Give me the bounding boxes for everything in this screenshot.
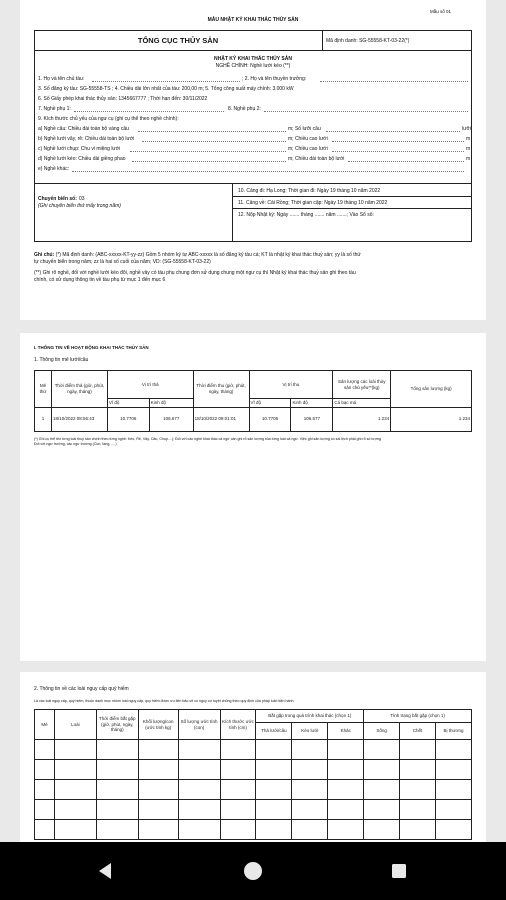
gear-dimensions: 9. Kích thước chủ yếu của ngư cụ (ghi cụ thể theo nghề chính): xyxy=(38,116,179,122)
trip-label: Chuyến biển số: xyxy=(38,196,77,202)
captain-field: ; 2. Họ và tên thuyền trưởng: xyxy=(242,76,307,82)
vessel-info: 3. Số đăng ký tàu: SG-55558-TS ; 4. Chiều dài lớn nhất của tàu: 200,00 m; 5. Tổng công suất máy chính: 3.000 kW xyxy=(38,86,294,92)
back-icon xyxy=(96,861,116,881)
notes-block: Ghi chú: (*) Mã định danh: (ABC-xxxxx-KT-yy-zz) Gồm 5 nhóm ký tự ABC-xxxxx là số đăng ký tàu cá; KT là nhật ký khai thác thuỷ sản; yy là số thứ xyxy=(34,252,361,258)
owner-field: 1. Họ và tên chủ tàu: xyxy=(38,76,85,82)
col-haul-pos: Vị trí thu xyxy=(249,371,333,399)
col-total: Tổng sản lượng (kg) xyxy=(391,371,472,408)
home-button[interactable] xyxy=(223,842,283,900)
table-row xyxy=(35,780,472,800)
form-number: Mẫu số 01 xyxy=(430,9,452,14)
col-drop-pos: Vị trí thả xyxy=(107,371,193,399)
recents-icon xyxy=(389,861,409,881)
col-haul-no: Mẻ thứ xyxy=(35,371,52,408)
home-icon xyxy=(242,860,264,882)
section-title: I. THÔNG TIN VỀ HOẠT ĐỘNG KHAI THÁC THỦY SẢN xyxy=(34,345,149,350)
col-haul-time: Thời điểm thu (giờ, phút, ngày, tháng) xyxy=(193,371,249,408)
subsection-title: 2. Thông tin về các loài nguy cấp quý hiếm xyxy=(34,686,129,692)
intro-text: Là các loài nguy cấp, quý hiếm, thuộc danh mục nhóm loài nguy cấp, quý hiếm được ưu tiên bảo vệ có nguy cơ tuyệt chủng theo quy định của pháp luật hiện hành xyxy=(34,699,294,703)
table-row xyxy=(35,740,472,760)
aux-gear-2: 8. Nghề phụ 2: xyxy=(228,106,261,112)
navigation-bar xyxy=(0,842,506,900)
col-drop-time: Thời điểm thả (giờ, phút, ngày, tháng) xyxy=(51,371,107,408)
gear-e: e) Nghề khác: xyxy=(38,166,70,172)
col-main-catch: Sản lượng các loài thủy sản chủ yếu**(kg) xyxy=(333,371,391,399)
document-page-3 xyxy=(20,672,486,842)
table-row xyxy=(35,760,472,780)
table-row xyxy=(35,800,472,820)
document-title: MẪU NHẬT KÝ KHAI THÁC THỦY SẢN xyxy=(207,17,299,23)
trip-note: (Ghi chuyến biển thứ mấy trong năm) xyxy=(38,203,121,209)
submission-date: 12. Nộp Nhật ký: Ngày ....... tháng ....... năm .......; Vào Sổ số: xyxy=(238,212,374,218)
license-info: 6. Số Giấy phép khai thác thủy sản: 1345667777 ; Thời hạn đến: 30/11/2022 xyxy=(38,96,208,102)
aux-gear-1: 7. Nghề phụ 1: xyxy=(38,106,71,112)
table-row xyxy=(35,820,472,840)
species-header: Cá bạc má xyxy=(333,399,391,408)
document-page-2: I. THÔNG TIN VỀ HOẠT ĐỘNG KHAI THÁC THỦY SẢN 1. Thông tin mẻ lưới/câu Mẻ thứ Thời điểm thả (giờ, phút, ngày, tháng) Vị trí thả Thời điểm thu (giờ, phút, ngày, tháng) Vị trí thu Sản lượng các loài thủy sản chủ yếu**(kg) Tổng sản lượng (kg) Vĩ độ Kinh độ Vĩ độ Kinh độ Cá bạc má 1 18/10/2022 08:56:43 10.7706 106.677 18/10/2022 09:01:01 10.7706 106.677 1.234 1.234 (*) Ghi cụ thể tên từng loài thuỷ sản chính theo từng nghề: Kéo, Rê, Vây, Câu, Chụp....); Đối với các nghề khai thác cá ngừ cần ghi rõ sản lượng của từng loài cá ngừ. Việc ghi sản lượng có sai lệch phải ghi rõ số lượng Đối với ngư trường, các ngư trường (Cồn, tầng, ....) xyxy=(20,333,486,661)
arrival-port: 11. Cảng về: Cái Rồng; Thời gian cập: Ngày 19 tháng 10 năm 2022 xyxy=(238,200,388,206)
gear-c: c) Nghề lưới chụp: Chu vi miệng lưới xyxy=(38,146,121,152)
table-footnote: (*) Ghi cụ thể tên từng loài thuỷ sản chính theo từng nghề: Kéo, Rê, Vây, Câu, Chụp....); Đối với các nghề khai thác cá ngừ cần ghi rõ sản lượng của từng loài cá ngừ. Việc ghi sản lượng có sai lệch phải ghi rõ số lượng xyxy=(34,437,381,441)
departure-port: 10. Cảng đi: Hạ Long; Thời gian đi: Ngày 19 tháng 10 năm 2022 xyxy=(238,188,381,194)
recents-button[interactable] xyxy=(369,842,429,900)
trip-number: 03 xyxy=(79,196,85,202)
species-table: Mẻ Loài Thời điểm bắt gặp (giờ, phút, ngày, tháng) Khối lượng/con (ước tính kg) Số lượng ước tính (con) Kích thước ước tính (cm) Bắt gặp trong quá trình khai thác (chọn 1) Tình trạng bắt gặp (chọn 1) Thả lưới/câu Kéo lưới Khác Sống Chết Bị thương xyxy=(34,709,472,840)
gear-b: b) Nghề lưới vây, rê: Chiều dài toàn bộ lưới xyxy=(38,136,135,142)
subsection-title: 1. Thông tin mẻ lưới/câu xyxy=(34,357,89,363)
log-title: NHẬT KÝ KHAI THÁC THỦY SẢN xyxy=(214,56,292,62)
gear-a: a) Nghề câu: Chiều dài toàn bộ vàng câu xyxy=(38,126,129,132)
main-gear: NGHỀ CHÍNH: Nghề lưới kéo (**) xyxy=(215,63,291,69)
table-row: 1 18/10/2022 08:56:43 10.7706 106.677 18/10/2022 09:01:01 10.7706 106.677 1.234 1.234 xyxy=(35,407,472,431)
haul-table: Mẻ thứ Thời điểm thả (giờ, phút, ngày, tháng) Vị trí thả Thời điểm thu (giờ, phút, ngày, tháng) Vị trí thu Sản lượng các loài thủy sản chủ yếu**(kg) Tổng sản lượng (kg) Vĩ độ Kinh độ Vĩ độ Kinh độ Cá bạc má 1 18/10/2022 08:56:43 10.7706 106.677 18/10/2022 09:01:01 10.7706 106.677 1.234 1.234 xyxy=(34,370,472,432)
back-button[interactable] xyxy=(76,842,136,900)
agency-name: TỔNG CỤC THỦY SẢN xyxy=(137,36,219,45)
identifier-code: Mã định danh: SG-55558-KT-03-22(*) xyxy=(326,38,410,44)
document-page-1: Mẫu số 01 MẪU NHẬT KÝ KHAI THÁC THỦY SẢN TỔNG CỤC THỦY SẢN Mã định danh: SG-55558-KT-03-22(*) NHẬT KÝ KHAI THÁC THỦY SẢN NGHỀ CHÍNH: Nghề lưới kéo (**) 1. Họ và tên chủ tàu: ; 2. Họ và tên thuyền trưởng: 3. Số đăng ký tàu: SG-55558-TS ; 4. Chiều dài lớn nhất của tàu: 200,00 m; 5. Tổng công suất máy chính: 3.000 kW 6. Số Giấy phép khai thác thủy sản: 1345667777 ; Thời hạn đến: 30/11/2022 7. Nghề phụ 1: 8. Nghề phụ 2: 9. Kích thước chủ yếu của ngư cụ (ghi cụ thể theo nghề chính): a) Nghề câu: Chiều dài toàn bộ vàng câu m; Số lưỡi câu lưỡi b) Nghề lưới vây, rê: Chiều dài toàn bộ lưới m; Chiều cao lưới m c) Nghề lưới chụp: Chu vi miệng lưới m; Chiều cao lưới m d) Nghề lưới kéo: Chiều dài giềng phao m; Chiều dài toàn bộ lưới m e) Nghề khác: Chuyến biển số: 03 (Ghi chuyến biển thứ mấy trong năm) 10. Cảng đi: Hạ Long; Thời gian đi: Ngày 19 tháng 10 năm 2022 11. Cảng về: Cái Rồng; Thời gian cập: Ngày 19 tháng 10 năm 2022 12. Nộp Nhật ký: Ngày ....... tháng ....... năm .......; Vào Sổ số: Ghi chú: (*) Mã định danh: (ABC-xxxxx-KT-yy-zz) Gồm 5 nhóm ký tự ABC-xxxxx là số đăng ký tàu cá; KT là nhật ký khai thác thuỷ sản; yy là số thứ tự chuyến biển trong năm; zz là hai số cuối của năm; VD: (SG-55558-KT-03-22) (**) Ghi rõ nghề, đối với nghề lưới kéo đôi, nghề vây có tàu phụ chung đơn sử dụng chung một ngư cụ thì Nhật ký khai thác thuỷ sản ghi theo tàu chính, có sử dụng thông tin về tàu phụ từ mục 1 đến mục 6 xyxy=(20,0,486,320)
gear-d: d) Nghề lưới kéo: Chiều dài giềng phao xyxy=(38,156,126,162)
